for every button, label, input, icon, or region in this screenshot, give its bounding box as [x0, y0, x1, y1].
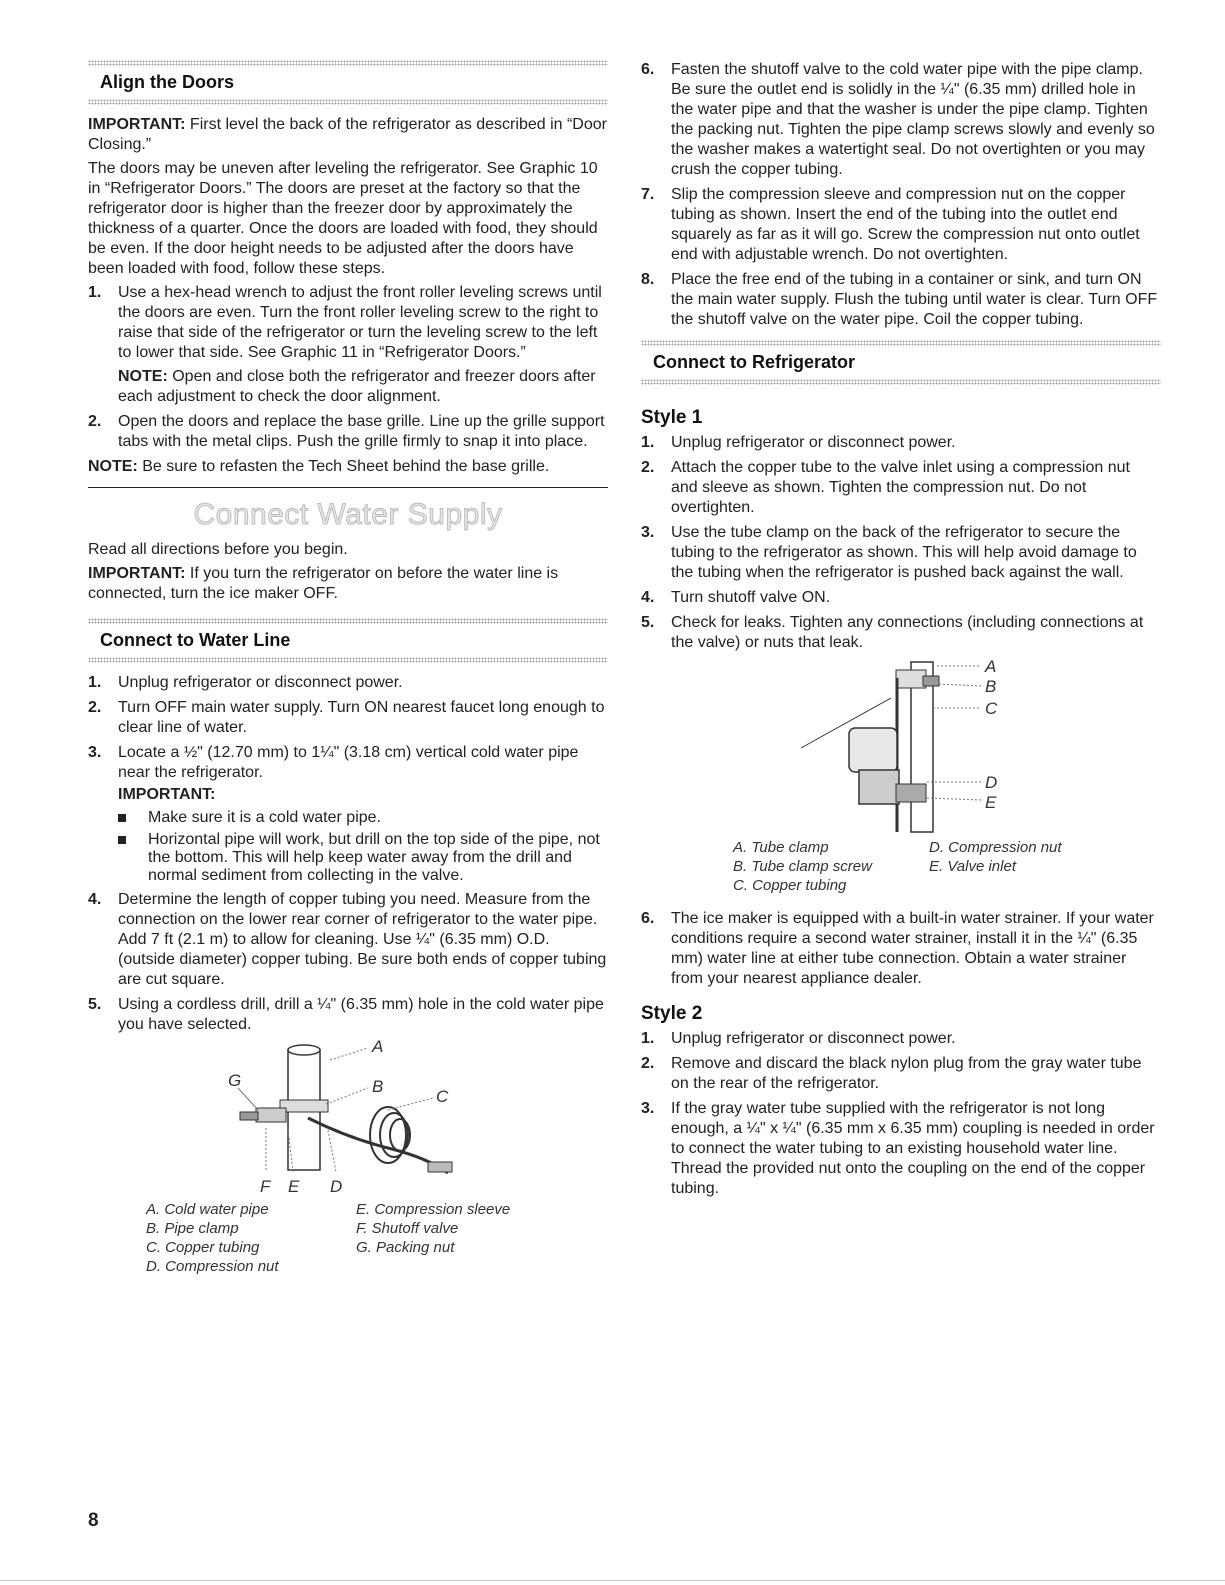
step-number: 4.	[641, 589, 655, 606]
chapter-title: Connect Water Supply	[193, 498, 503, 531]
figure-letter-f: F	[260, 1177, 271, 1196]
step-number: 7.	[641, 186, 655, 203]
note-label: NOTE:	[118, 368, 168, 385]
legend-item: C. Copper tubing	[733, 877, 847, 894]
figure-letter-a: A	[985, 658, 997, 676]
list-item	[88, 995, 608, 1035]
list-item	[641, 523, 1161, 583]
legend-item: A. Cold water pipe	[146, 1201, 269, 1218]
important-paragraph	[88, 115, 608, 155]
dotted-rule	[641, 340, 1161, 346]
legend-item: B. Tube clamp screw	[733, 858, 872, 875]
figure-letter-a: A	[372, 1040, 384, 1056]
step-text: The ice maker is equipped with a built-in water strainer. If your water conditions require a second water strainer, install it in the ¼" (6.35 mm) water line at either tube connection. Obtain a water strainer from your nearest appliance dealer.	[671, 910, 1154, 987]
step-number: 4.	[88, 891, 102, 908]
bullet-list	[118, 809, 608, 885]
step-text: Fasten the shutoff valve to the cold water pipe with the pipe clamp. Be sure the outlet end is solidly in the ¼" (6.35 mm) drilled hole in the water pipe and that the washer is under the pipe clamp. Tighten the packing nut. Tighten the pipe clamp screws slowly and evenly so the washer makes a watertight seal. Do not overtighten or you may crush the copper tubing.	[671, 61, 1155, 178]
legend-item: D. Compression nut	[929, 839, 1062, 856]
important-label: IMPORTANT:	[88, 116, 186, 133]
step-text: Turn shutoff valve ON.	[671, 589, 831, 606]
legend-item: E. Compression sleeve	[356, 1201, 511, 1218]
list-item	[641, 458, 1161, 518]
dotted-rule	[641, 379, 1161, 385]
list-item	[88, 743, 608, 885]
step-number: 3.	[88, 744, 102, 761]
list-item	[641, 270, 1161, 330]
important-text: First level the back of the refrigerator as described in “Door Closing.”	[88, 116, 607, 153]
figure-letter-c: C	[985, 699, 998, 718]
important-label: IMPORTANT:	[88, 565, 186, 582]
note-text: Open and close both the refrigerator and freezer doors after each adjustment to check the door alignment.	[118, 368, 596, 405]
step-text: Open the doors and replace the base grille. Line up the grille support tabs with the metal clips. Push the grille firmly to snap it into place.	[118, 413, 605, 450]
figure-legend	[641, 838, 1093, 895]
figure-letter-c: C	[436, 1087, 449, 1106]
step-number: 5.	[641, 614, 655, 631]
step-number: 2.	[88, 413, 102, 430]
step-text: Turn OFF main water supply. Turn ON nearest faucet long enough to clear line of water.	[118, 699, 605, 736]
step-number: 1.	[641, 1030, 655, 1047]
step-note	[118, 367, 608, 407]
important-paragraph	[88, 564, 608, 604]
bullet-text: Horizontal pipe will work, but drill on the top side of the pipe, not the bottom. This will help keep water away from the drill and normal sediment from collecting in the valve.	[148, 831, 600, 884]
square-bullet-icon	[118, 836, 126, 844]
style-1-heading: Style 1	[641, 407, 703, 428]
list-item	[641, 1054, 1161, 1094]
legend-item: G. Packing nut	[356, 1239, 455, 1256]
note-label: NOTE:	[88, 458, 138, 475]
page-number: 8	[88, 1510, 99, 1531]
figure-legend	[88, 1200, 566, 1276]
step-text: Check for leaks. Tighten any connections (including connections at the valve) or nuts that leak.	[671, 614, 1144, 651]
step-text: Remove and discard the black nylon plug from the gray water tube on the rear of the refrigerator.	[671, 1055, 1142, 1092]
figure-letter-b: B	[372, 1077, 384, 1096]
step-number: 1.	[88, 284, 102, 301]
step-number: 1.	[641, 434, 655, 451]
step-number: 2.	[641, 1055, 655, 1072]
step-text: Unplug refrigerator or disconnect power.	[671, 434, 956, 451]
step-number: 2.	[88, 699, 102, 716]
figure-letter-e: E	[288, 1177, 300, 1196]
read-directions: Read all directions before you begin.	[88, 541, 348, 558]
dotted-rule	[88, 657, 608, 663]
page-bottom-rule	[0, 1580, 1225, 1581]
list-item	[641, 1099, 1161, 1199]
bullet-text: Make sure it is a cold water pipe.	[148, 809, 381, 826]
figure-letter-d: D	[985, 773, 998, 792]
water-line-steps-continued	[641, 60, 1161, 330]
left-column	[88, 60, 608, 1276]
right-column	[641, 60, 1161, 1204]
shutoff-valve-illustration	[88, 1040, 608, 1200]
step-number: 8.	[641, 271, 655, 288]
important-label: IMPORTANT:	[118, 786, 216, 803]
step-text: Locate a ½" (12.70 mm) to 1¼" (3.18 cm) vertical cold water pipe near the refrigerator.	[118, 744, 579, 781]
list-item	[641, 588, 1161, 608]
section-heading-connect-fridge: Connect to Refrigerator	[653, 352, 856, 372]
list-item	[641, 433, 1161, 453]
section-divider	[88, 487, 608, 488]
legend-item: E. Valve inlet	[929, 858, 1016, 875]
note-text: Be sure to refasten the Tech Sheet behind the base grille.	[137, 458, 550, 475]
step-number: 6.	[641, 61, 655, 78]
step-text: Attach the copper tube to the valve inlet using a compression nut and sleeve as shown. Tighten the compression nut. Do not overtighten.	[671, 459, 1130, 516]
list-item	[641, 909, 1161, 989]
step-text: Slip the compression sleeve and compression nut on the copper tubing as shown. Insert the end of the tubing into the outlet end squarely as far as it will go. Screw the compression nut onto outlet end with adjustable wrench. Do not overtighten.	[671, 186, 1140, 263]
valve-inlet-illustration	[641, 658, 1161, 838]
legend-item	[929, 876, 1093, 895]
section-heading-align-doors: Align the Doors	[100, 72, 234, 92]
step-number: 6.	[641, 910, 655, 927]
list-item	[88, 673, 608, 693]
align-steps-list	[88, 283, 608, 452]
square-bullet-icon	[118, 814, 126, 822]
legend-item: C. Copper tubing	[146, 1239, 260, 1256]
style-2-steps	[641, 1029, 1161, 1199]
intro-paragraph: The doors may be uneven after leveling the refrigerator. See Graphic 10 in “Refrigerator Doors.” The doors are preset at the factory so that the refrigerator door is higher than the freezer door by approximately the thickness of a quarter. Once the doors are loaded with food, they should be even. If the door height needs to be adjusted after the doors have been loaded with food, follow these steps.	[88, 160, 598, 277]
list-item	[641, 1029, 1161, 1049]
style-1-step-6	[641, 909, 1161, 989]
section-heading-water-line: Connect to Water Line	[100, 630, 291, 650]
figure-letter-e: E	[985, 793, 997, 812]
list-item	[641, 613, 1161, 653]
step-number: 5.	[88, 996, 102, 1013]
figure-letter-g: G	[228, 1071, 242, 1090]
step-text: Unplug refrigerator or disconnect power.	[118, 674, 403, 691]
figure-letter-d: D	[330, 1177, 343, 1196]
step-text: Use a hex-head wrench to adjust the front roller leveling screws until the doors are even. Turn the front roller leveling screw to the right to raise that side of the refrigerator or turn the leveling screw to the left to lower that side. See Graphic 11 in “Refrigerator Doors.”	[118, 284, 602, 361]
dotted-rule	[88, 618, 608, 624]
step-text: If the gray water tube supplied with the refrigerator is not long enough, a ¼" x ¼" (6.35 mm x 6.35 mm) coupling is needed in order to connect the water tubing to an existing household water line. Thread the provided nut onto the coupling on the end of the copper tubing.	[671, 1100, 1155, 1197]
dotted-rule	[88, 60, 608, 66]
step-text: Use the tube clamp on the back of the refrigerator to secure the tubing to the refrigerator as shown. This will help avoid damage to the tubing when the refrigerator is pushed back against the wall.	[671, 524, 1137, 581]
style-2-heading: Style 2	[641, 1003, 703, 1024]
important-text: If you turn the refrigerator on before the water line is connected, turn the ice maker OFF.	[88, 565, 559, 602]
step-number: 3.	[641, 1100, 655, 1117]
list-item	[118, 831, 608, 885]
list-item	[88, 890, 608, 990]
step-number: 3.	[641, 524, 655, 541]
list-item	[641, 60, 1161, 180]
list-item	[118, 809, 608, 827]
step-number: 2.	[641, 459, 655, 476]
final-note	[88, 457, 608, 477]
step-text: Determine the length of copper tubing you need. Measure from the connection on the lower rear corner of refrigerator to the water pipe. Add 7 ft (2.1 m) to allow for cleaning. Use ¼" (6.35 mm) O.D. (outside diameter) copper tubing. Be sure both ends of copper tubing are cut square.	[118, 891, 607, 988]
list-item	[88, 698, 608, 738]
legend-item	[356, 1257, 566, 1276]
figure-letter-b: B	[985, 677, 997, 696]
dotted-rule	[88, 99, 608, 105]
water-line-steps-list	[88, 673, 608, 1035]
step-text: Using a cordless drill, drill a ¼" (6.35 mm) hole in the cold water pipe you have selected.	[118, 996, 604, 1033]
step-number: 1.	[88, 674, 102, 691]
step-text: Place the free end of the tubing in a container or sink, and turn ON the main water supply. Flush the tubing until water is clear. Turn OFF the shutoff valve on the water pipe. Coil the copper tubing.	[671, 271, 1158, 328]
legend-item: F. Shutoff valve	[356, 1220, 459, 1237]
list-item	[88, 283, 608, 407]
list-item	[641, 185, 1161, 265]
list-item	[88, 412, 608, 452]
style-1-steps	[641, 433, 1161, 653]
step-text: Unplug refrigerator or disconnect power.	[671, 1030, 956, 1047]
legend-item: B. Pipe clamp	[146, 1220, 239, 1237]
legend-item: A. Tube clamp	[733, 839, 829, 856]
legend-item: D. Compression nut	[146, 1258, 279, 1275]
